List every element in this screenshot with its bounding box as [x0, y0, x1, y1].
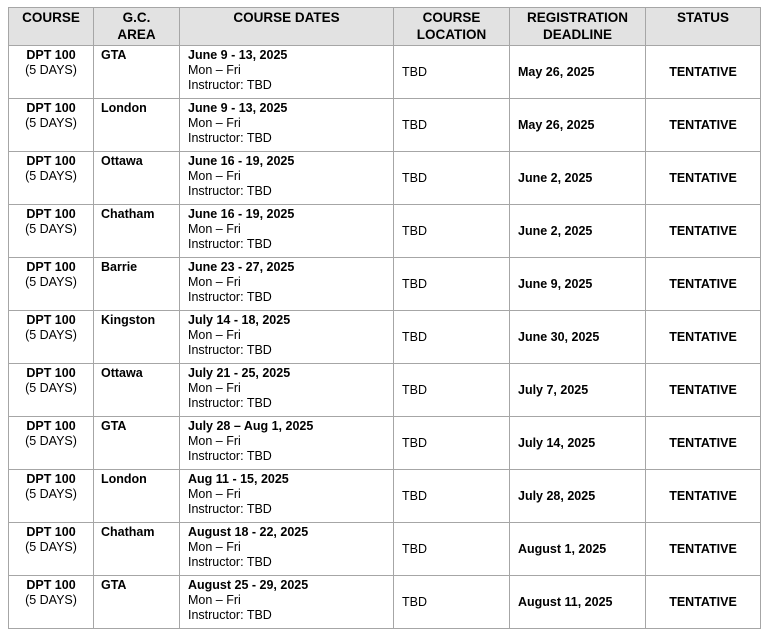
table-row — [9, 205, 761, 258]
location-cell: TBD — [394, 99, 510, 152]
area-cell: Kingston — [94, 311, 180, 364]
table-row — [9, 152, 761, 205]
header-status: STATUS — [646, 8, 761, 46]
dates-cell — [180, 417, 394, 470]
course-cell — [9, 152, 94, 205]
table-row — [9, 258, 761, 311]
course-cell — [9, 576, 94, 629]
course-duration: (5 DAYS) — [25, 540, 77, 554]
deadline-cell: June 2, 2025 — [510, 152, 646, 205]
instructor: Instructor: TBD — [188, 78, 272, 92]
status-cell: TENTATIVE — [646, 311, 761, 364]
deadline-cell: May 26, 2025 — [510, 99, 646, 152]
area-cell: Chatham — [94, 205, 180, 258]
deadline-cell: August 11, 2025 — [510, 576, 646, 629]
deadline-cell: June 30, 2025 — [510, 311, 646, 364]
instructor: Instructor: TBD — [188, 131, 272, 145]
table-row — [9, 99, 761, 152]
course-duration: (5 DAYS) — [25, 275, 77, 289]
date-range: July 14 - 18, 2025 — [188, 313, 291, 327]
table-header-row — [9, 8, 761, 46]
header-location: COURSE LOCATION — [394, 8, 510, 46]
status-cell: TENTATIVE — [646, 258, 761, 311]
status-cell: TENTATIVE — [646, 576, 761, 629]
dates-cell — [180, 205, 394, 258]
weekdays: Mon – Fri — [188, 487, 241, 501]
status-cell: TENTATIVE — [646, 364, 761, 417]
table-row — [9, 417, 761, 470]
header-course: COURSE — [9, 8, 94, 46]
status-cell: TENTATIVE — [646, 152, 761, 205]
course-cell — [9, 205, 94, 258]
course-cell — [9, 46, 94, 99]
instructor: Instructor: TBD — [188, 502, 272, 516]
course-duration: (5 DAYS) — [25, 222, 77, 236]
status-cell: TENTATIVE — [646, 205, 761, 258]
weekdays: Mon – Fri — [188, 593, 241, 607]
weekdays: Mon – Fri — [188, 381, 241, 395]
area-cell: Ottawa — [94, 152, 180, 205]
location-cell: TBD — [394, 311, 510, 364]
course-cell — [9, 99, 94, 152]
course-cell — [9, 364, 94, 417]
date-range: August 18 - 22, 2025 — [188, 525, 309, 539]
area-cell: London — [94, 470, 180, 523]
location-cell: TBD — [394, 205, 510, 258]
location-cell: TBD — [394, 417, 510, 470]
course-cell — [9, 311, 94, 364]
status-cell: TENTATIVE — [646, 99, 761, 152]
area-cell: Ottawa — [94, 364, 180, 417]
dates-cell — [180, 364, 394, 417]
course-duration: (5 DAYS) — [25, 487, 77, 501]
course-schedule-table — [8, 7, 761, 629]
course-code: DPT 100 — [26, 525, 76, 539]
date-range: June 16 - 19, 2025 — [188, 207, 295, 221]
date-range: July 21 - 25, 2025 — [188, 366, 291, 380]
header-area: G.C. AREA — [94, 8, 180, 46]
location-cell: TBD — [394, 470, 510, 523]
table-row — [9, 364, 761, 417]
course-duration: (5 DAYS) — [25, 434, 77, 448]
deadline-cell: July 7, 2025 — [510, 364, 646, 417]
course-duration: (5 DAYS) — [25, 381, 77, 395]
deadline-cell: June 9, 2025 — [510, 258, 646, 311]
location-cell: TBD — [394, 46, 510, 99]
dates-cell — [180, 576, 394, 629]
dates-cell — [180, 152, 394, 205]
deadline-cell: June 2, 2025 — [510, 205, 646, 258]
dates-cell — [180, 258, 394, 311]
course-duration: (5 DAYS) — [25, 328, 77, 342]
course-code: DPT 100 — [26, 419, 76, 433]
course-code: DPT 100 — [26, 48, 76, 62]
table-row — [9, 523, 761, 576]
location-cell: TBD — [394, 364, 510, 417]
course-code: DPT 100 — [26, 313, 76, 327]
instructor: Instructor: TBD — [188, 237, 272, 251]
weekdays: Mon – Fri — [188, 275, 241, 289]
course-duration: (5 DAYS) — [25, 169, 77, 183]
instructor: Instructor: TBD — [188, 608, 272, 622]
location-cell: TBD — [394, 152, 510, 205]
table-row — [9, 470, 761, 523]
instructor: Instructor: TBD — [188, 184, 272, 198]
weekdays: Mon – Fri — [188, 169, 241, 183]
area-cell: Chatham — [94, 523, 180, 576]
course-code: DPT 100 — [26, 101, 76, 115]
status-cell: TENTATIVE — [646, 470, 761, 523]
course-duration: (5 DAYS) — [25, 593, 77, 607]
instructor: Instructor: TBD — [188, 343, 272, 357]
dates-cell — [180, 311, 394, 364]
area-cell: GTA — [94, 576, 180, 629]
location-cell: TBD — [394, 258, 510, 311]
area-cell: GTA — [94, 417, 180, 470]
weekdays: Mon – Fri — [188, 540, 241, 554]
table-body — [9, 46, 761, 629]
date-range: August 25 - 29, 2025 — [188, 578, 309, 592]
status-cell: TENTATIVE — [646, 417, 761, 470]
date-range: July 28 – Aug 1, 2025 — [188, 419, 314, 433]
dates-cell — [180, 99, 394, 152]
area-cell: GTA — [94, 46, 180, 99]
weekdays: Mon – Fri — [188, 434, 241, 448]
course-code: DPT 100 — [26, 578, 76, 592]
course-code: DPT 100 — [26, 207, 76, 221]
date-range: June 9 - 13, 2025 — [188, 101, 288, 115]
date-range: June 23 - 27, 2025 — [188, 260, 295, 274]
weekdays: Mon – Fri — [188, 116, 241, 130]
instructor: Instructor: TBD — [188, 396, 272, 410]
header-course-dates: COURSE DATES — [180, 8, 394, 46]
instructor: Instructor: TBD — [188, 290, 272, 304]
table-row — [9, 311, 761, 364]
dates-cell — [180, 46, 394, 99]
table-row — [9, 576, 761, 629]
instructor: Instructor: TBD — [188, 449, 272, 463]
course-cell — [9, 417, 94, 470]
header-registration-deadline: REGISTRATION DEADLINE — [510, 8, 646, 46]
course-code: DPT 100 — [26, 154, 76, 168]
dates-cell — [180, 470, 394, 523]
instructor: Instructor: TBD — [188, 555, 272, 569]
course-cell — [9, 523, 94, 576]
deadline-cell: May 26, 2025 — [510, 46, 646, 99]
weekdays: Mon – Fri — [188, 222, 241, 236]
weekdays: Mon – Fri — [188, 63, 241, 77]
course-code: DPT 100 — [26, 472, 76, 486]
area-cell: London — [94, 99, 180, 152]
date-range: Aug 11 - 15, 2025 — [188, 472, 289, 486]
status-cell: TENTATIVE — [646, 46, 761, 99]
area-cell: Barrie — [94, 258, 180, 311]
table-row — [9, 46, 761, 99]
course-duration: (5 DAYS) — [25, 63, 77, 77]
dates-cell — [180, 523, 394, 576]
deadline-cell: July 28, 2025 — [510, 470, 646, 523]
course-cell — [9, 258, 94, 311]
course-code: DPT 100 — [26, 260, 76, 274]
status-cell: TENTATIVE — [646, 523, 761, 576]
deadline-cell: August 1, 2025 — [510, 523, 646, 576]
date-range: June 9 - 13, 2025 — [188, 48, 288, 62]
weekdays: Mon – Fri — [188, 328, 241, 342]
location-cell: TBD — [394, 523, 510, 576]
date-range: June 16 - 19, 2025 — [188, 154, 295, 168]
course-duration: (5 DAYS) — [25, 116, 77, 130]
location-cell: TBD — [394, 576, 510, 629]
course-code: DPT 100 — [26, 366, 76, 380]
course-cell — [9, 470, 94, 523]
deadline-cell: July 14, 2025 — [510, 417, 646, 470]
